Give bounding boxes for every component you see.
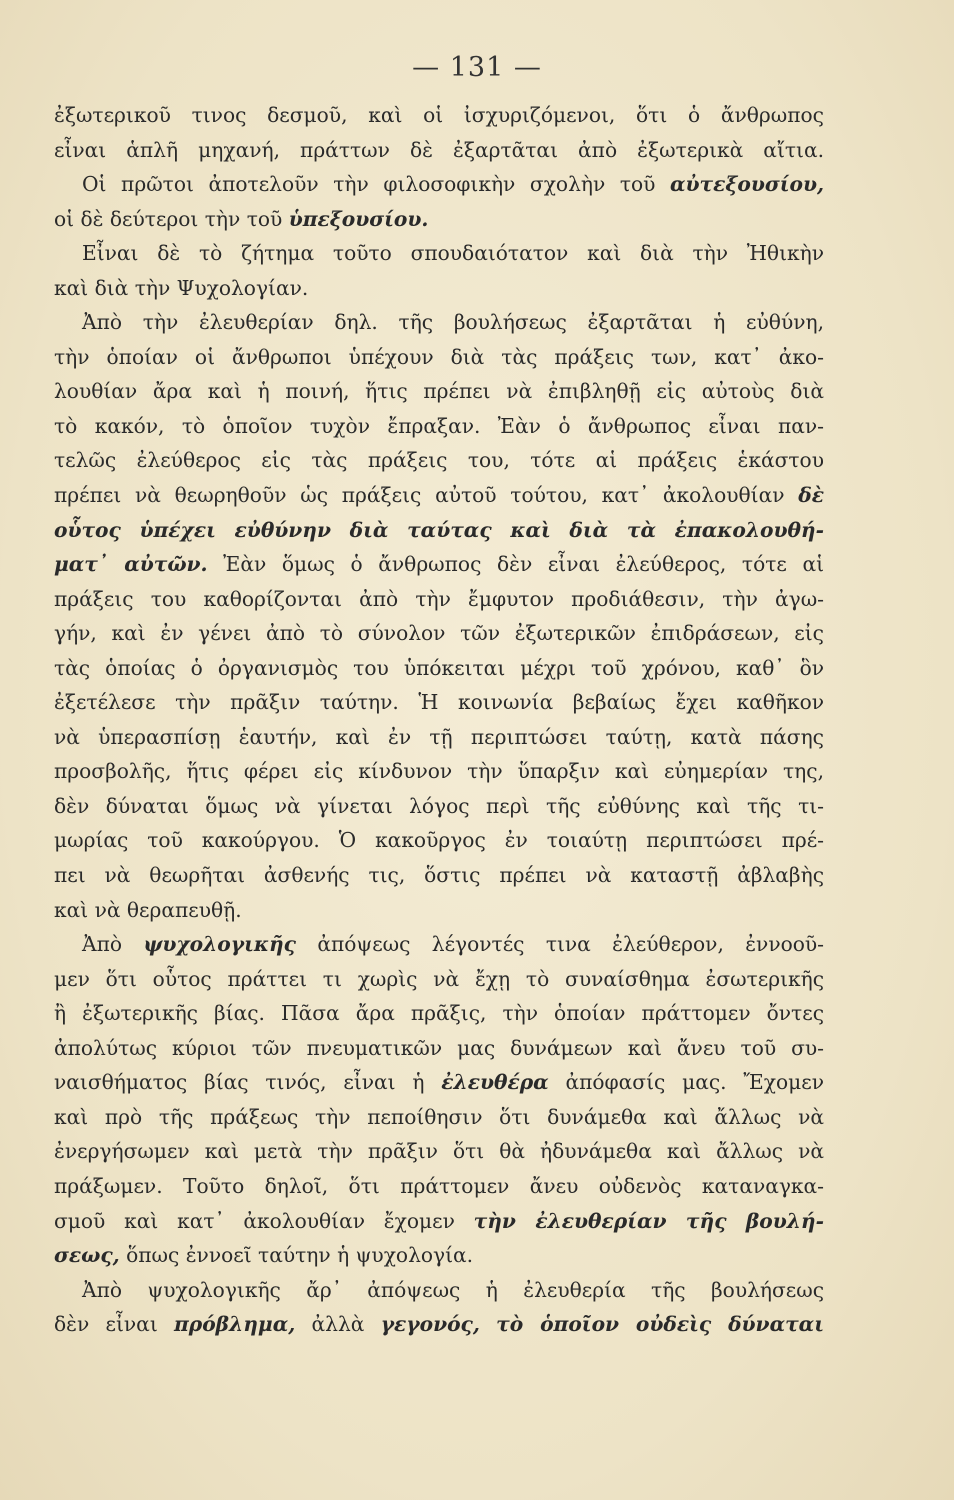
text-run: Ἀπὸ τὴν ἐλευθερίαν δηλ. τῆς βουλήσεως ἐξαρτᾶται ἡ εὐθύνη, [82, 310, 824, 335]
text-line [54, 789, 824, 824]
text-line [54, 754, 824, 789]
text-line [54, 651, 824, 686]
text-line [54, 271, 824, 306]
text-line [54, 1031, 824, 1066]
emphasized-text: ὑπεξουσίου. [288, 206, 429, 231]
text-line [54, 962, 824, 997]
text-run: εἶναι ἁπλῆ μηχανή, πράττων δὲ ἐξαρτᾶται ἀπὸ ἐξωτερικὰ αἴτια. [54, 137, 824, 162]
text-line [54, 98, 824, 133]
text-run: Ἐὰν ὅμως ὁ ἄνθρωπος δὲν εἶναι ἐλεύθερος, τότε αἱ [207, 552, 824, 577]
text-line [54, 685, 824, 720]
text-line [54, 167, 824, 202]
text-line [54, 1204, 824, 1239]
emphasized-text: γεγονός, [380, 1312, 480, 1337]
text-run: πρέπει νὰ θεωρηθοῦν ὡς πράξεις αὐτοῦ τούτου, κατ᾽ ἀκολουθίαν [54, 483, 799, 508]
text-run: προσβολῆς, ἥτις φέρει εἰς κίνδυνον τὴν ὕπαρξιν καὶ εὐημερίαν της, [54, 759, 824, 784]
text-run: νὰ ὑπερασπίσῃ ἑαυτήν, καὶ ἐν τῇ περιπτώσει ταύτῃ, κατὰ πάσης [54, 724, 824, 749]
text-run: ἀπολύτως κύριοι τῶν πνευματικῶν μας δυνάμεων καὶ ἄνευ τοῦ συ- [54, 1035, 824, 1060]
text-run: ἀπόψεως λέγοντές τινα ἐλεύθερον, ἐννοοῦ- [295, 932, 824, 957]
text-run: ἀπόφασίς μας. Ἔχομεν [548, 1070, 824, 1095]
text-run: ναισθήματος βίας τινός, εἶναι ἡ [54, 1070, 442, 1095]
text-run: μεν ὅτι οὗτος πράττει τι χωρὶς νὰ ἔχῃ τὸ συναίσθημα ἐσωτερικῆς [54, 966, 824, 991]
text-line [54, 409, 824, 444]
text-line [54, 374, 824, 409]
text-run: καὶ διὰ τὴν Ψυχολογίαν. [54, 275, 309, 300]
emphasized-text: τὴν ἐλευθερίαν τῆς βουλή- [473, 1208, 824, 1233]
text-run: ἐξωτερικοῦ τινος δεσμοῦ, καὶ οἱ ἰσχυριζόμενοι, ὅτι ὁ ἄνθρωπος [54, 103, 824, 127]
text-run: πράξωμεν. Τοῦτο δηλοῖ, ὅτι πράττομεν ἄνευ οὐδενὸς καταναγκα- [54, 1173, 824, 1198]
text-run: πράξεις του καθορίζονται ἀπὸ τὴν ἔμφυτον προδιάθεσιν, τὴν ἀγω- [54, 586, 824, 611]
text-run: τὴν ὁποίαν οἱ ἄνθρωποι ὑπέχουν διὰ τὰς πράξεις των, κατ᾽ ἀκο- [54, 344, 824, 369]
emphasized-text: οὗτος ὑπέχει εὐθύνην διὰ ταύτας καὶ διὰ τὰ ἐπακολουθή- [54, 517, 824, 542]
text-line [54, 720, 824, 755]
text-line [54, 927, 824, 962]
text-run: ἢ ἐξωτερικῆς βίας. Πᾶσα ἄρα πρᾶξις, τὴν ὁποίαν πράττομεν ὄντες [54, 1001, 824, 1026]
text-line [54, 616, 824, 651]
text-line [54, 1238, 824, 1273]
text-run [480, 1312, 496, 1336]
text-run: πει νὰ θεωρῆται ἀσθενής τις, ὅστις πρέπει νὰ καταστῇ ἀβλαβὴς [54, 863, 824, 888]
text-line [54, 823, 824, 858]
text-run: Ἀπὸ ψυχολογικῆς ἄρ᾽ ἀπόψεως ἡ ἐλευθερία τῆς βουλήσεως [82, 1277, 824, 1302]
text-run: ἐξετέλεσε τὴν πρᾶξιν ταύτην. Ἡ κοινωνία βεβαίως ἔχει καθῆκον [54, 690, 824, 715]
text-line [54, 1307, 824, 1342]
text-line [54, 858, 824, 893]
text-line [54, 133, 824, 168]
text-run: τὸ κακόν, τὸ ὁποῖον τυχὸν ἔπραξαν. Ἐὰν ὁ ἄνθρωπος εἶναι παν- [54, 413, 824, 438]
emphasized-text: σεως, [54, 1243, 120, 1268]
text-run: τελῶς ἐλεύθερος εἰς τὰς πράξεις του, τότε αἱ πράξεις ἑκάστου [54, 448, 824, 473]
text-line [54, 305, 824, 340]
text-run: ἀλλὰ [295, 1312, 381, 1337]
text-run: καὶ νὰ θεραπευθῇ. [54, 897, 242, 922]
text-line [54, 547, 824, 582]
text-run: λουθίαν ἄρα καὶ ἡ ποινή, ἥτις πρέπει νὰ ἐπιβληθῇ εἰς αὐτοὺς διὰ [54, 379, 824, 404]
text-line [54, 478, 824, 513]
text-run: Οἱ πρῶτοι ἀποτελοῦν τὴν φιλοσοφικὴν σχολὴν τοῦ [82, 172, 671, 197]
text-run: τὰς ὁποίας ὁ ὀργανισμὸς του ὑπόκειται μέχρι τοῦ χρόνου, καθ᾽ ὃν [54, 655, 824, 680]
text-run: γήν, καὶ ἐν γένει ἀπὸ τὸ σύνολον τῶν ἐξωτερικῶν ἐπιδράσεων, εἰς [54, 621, 824, 646]
text-run: οἱ δὲ δεύτεροι τὴν τοῦ [54, 206, 289, 231]
text-line [54, 1100, 824, 1135]
text-line [54, 236, 824, 271]
text-run: δὲν εἶναι [54, 1312, 175, 1337]
text-line [54, 513, 824, 548]
text-run: μωρίας τοῦ κακούργου. Ὁ κακοῦργος ἐν τοιαύτῃ περιπτώσει πρέ- [54, 828, 824, 853]
text-run: ἐνεργήσωμεν καὶ μετὰ τὴν πρᾶξιν ὅτι θὰ ἠδυνάμεθα καὶ ἄλλως νὰ [54, 1139, 824, 1164]
text-line [54, 443, 824, 478]
text-line [54, 1169, 824, 1204]
text-line [54, 202, 824, 237]
emphasized-text: ψυχολογικῆς [143, 932, 296, 957]
text-line [54, 340, 824, 375]
emphasized-text: πρόβλημα, [174, 1312, 296, 1337]
text-line [54, 1273, 824, 1308]
text-line [54, 1065, 824, 1100]
text-line [54, 1134, 824, 1169]
text-run: δὲν δύναται ὅμως νὰ γίνεται λόγος περὶ τῆς εὐθύνης καὶ τῆς τι- [54, 793, 824, 818]
text-run: ὅπως ἐννοεῖ ταύτην ἡ ψυχολογία. [119, 1243, 474, 1268]
emphasized-text: ματ᾽ αὐτῶν. [54, 552, 208, 577]
page-number: — 131 — [412, 52, 542, 83]
emphasized-text: αὐτεξουσίου, [670, 172, 824, 197]
text-line [54, 996, 824, 1031]
text-run: Εἶναι δὲ τὸ ζήτημα τοῦτο σπουδαιότατον καὶ διὰ τὴν Ἠθικὴν [82, 241, 824, 266]
body-text [54, 98, 824, 1342]
emphasized-text: δὲ [798, 483, 824, 508]
emphasized-text: τὸ ὁποῖον οὐδεὶς δύναται [496, 1312, 824, 1337]
text-line [54, 893, 824, 928]
text-run: καὶ πρὸ τῆς πράξεως τὴν πεποίθησιν ὅτι δυνάμεθα καὶ ἄλλως νὰ [54, 1104, 824, 1129]
text-run: Ἀπὸ [82, 932, 144, 957]
text-run: σμοῦ καὶ κατ᾽ ἀκολουθίαν ἔχομεν [54, 1208, 474, 1233]
text-line [54, 582, 824, 617]
emphasized-text: ἐλευθέρα [441, 1070, 549, 1095]
